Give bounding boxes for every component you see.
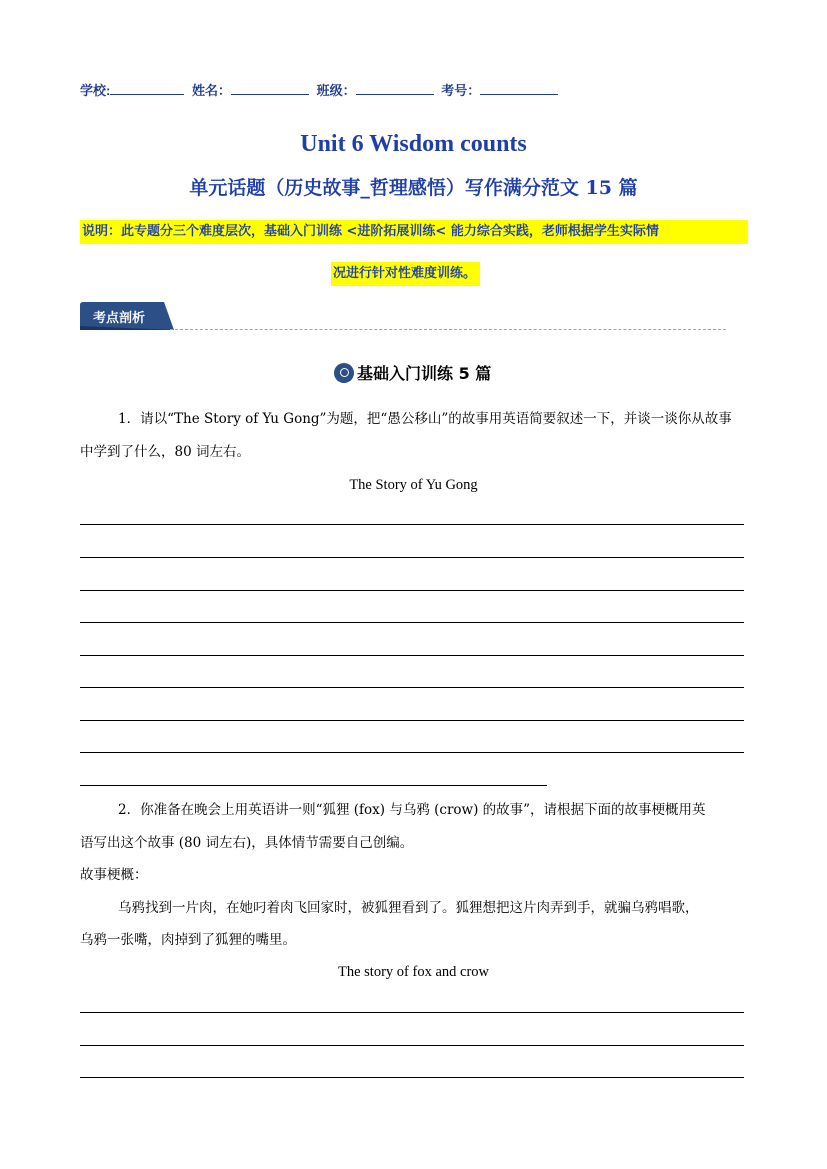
answer-line[interactable] (80, 557, 744, 558)
exam-no-blank[interactable] (480, 83, 558, 95)
note-line-2: 况进行针对性难度训练。 (331, 262, 480, 286)
school-blank[interactable] (110, 83, 184, 95)
dashed-divider (170, 329, 726, 330)
section-tab-label: 考点剖析 (93, 311, 146, 326)
answer-line[interactable] (80, 524, 744, 525)
answer-line[interactable] (80, 622, 744, 623)
student-info-header (80, 80, 558, 99)
class-label: 班级： (316, 83, 356, 98)
q2-outline-line-2: 乌鸦一张嘴，肉掉到了狐狸的嘴里。 (80, 932, 296, 948)
q2-prompt-line-2: 语写出这个故事 (80 词左右)，具体情节需要自己创编。 (80, 835, 414, 851)
q1-essay-heading: The Story of Yu Gong (349, 477, 478, 493)
exam-no-label: 考号： (441, 83, 481, 98)
answer-line[interactable] (80, 687, 744, 688)
section-badge-icon (334, 363, 354, 383)
answer-line[interactable] (80, 1077, 744, 1078)
q2-outline-label: 故事梗概： (80, 867, 148, 883)
section-heading (334, 361, 491, 384)
school-label: 学校: (80, 83, 111, 98)
class-blank[interactable] (356, 83, 434, 95)
answer-line[interactable] (80, 1045, 744, 1046)
answer-line[interactable] (80, 655, 744, 656)
q1-prompt-line-2: 中学到了什么，80 词左右。 (80, 444, 250, 460)
answer-line-short[interactable] (80, 785, 547, 786)
answer-line[interactable] (80, 720, 744, 721)
page-subtitle: 单元话题（历史故事_哲理感悟）写作满分范文 15 篇 (189, 177, 638, 199)
q2-prompt-line-1: 2．你准备在晚会上用英语讲一则“狐狸 (fox) 与乌鸦 (crow) 的故事”，请根据下面的故事梗概用英 (118, 802, 706, 818)
answer-line[interactable] (80, 590, 744, 591)
q2-essay-heading: The story of fox and crow (338, 964, 489, 980)
name-blank[interactable] (231, 83, 309, 95)
answer-line[interactable] (80, 752, 744, 753)
q1-prompt-line-1: 1．请以“The Story of Yu Gong”为题，把“愚公移山”的故事用英语简要叙述一下，并谈一谈你从故事 (118, 411, 732, 427)
answer-line[interactable] (80, 1012, 744, 1013)
section-heading-text: 基础入门训练 5 篇 (357, 364, 492, 383)
page-title: Unit 6 Wisdom counts (300, 131, 527, 157)
note-line-1: 说明：此专题分三个难度层次，基础入门训练 <进阶拓展训练< 能力综合实践，老师根据学生实际情 (80, 220, 748, 244)
name-label: 姓名： (191, 83, 231, 98)
q2-outline-line-1: 乌鸦找到一片肉，在她叼着肉飞回家时，被狐狸看到了。狐狸想把这片肉弄到手，就骗乌鸦唱歌， (118, 900, 699, 916)
